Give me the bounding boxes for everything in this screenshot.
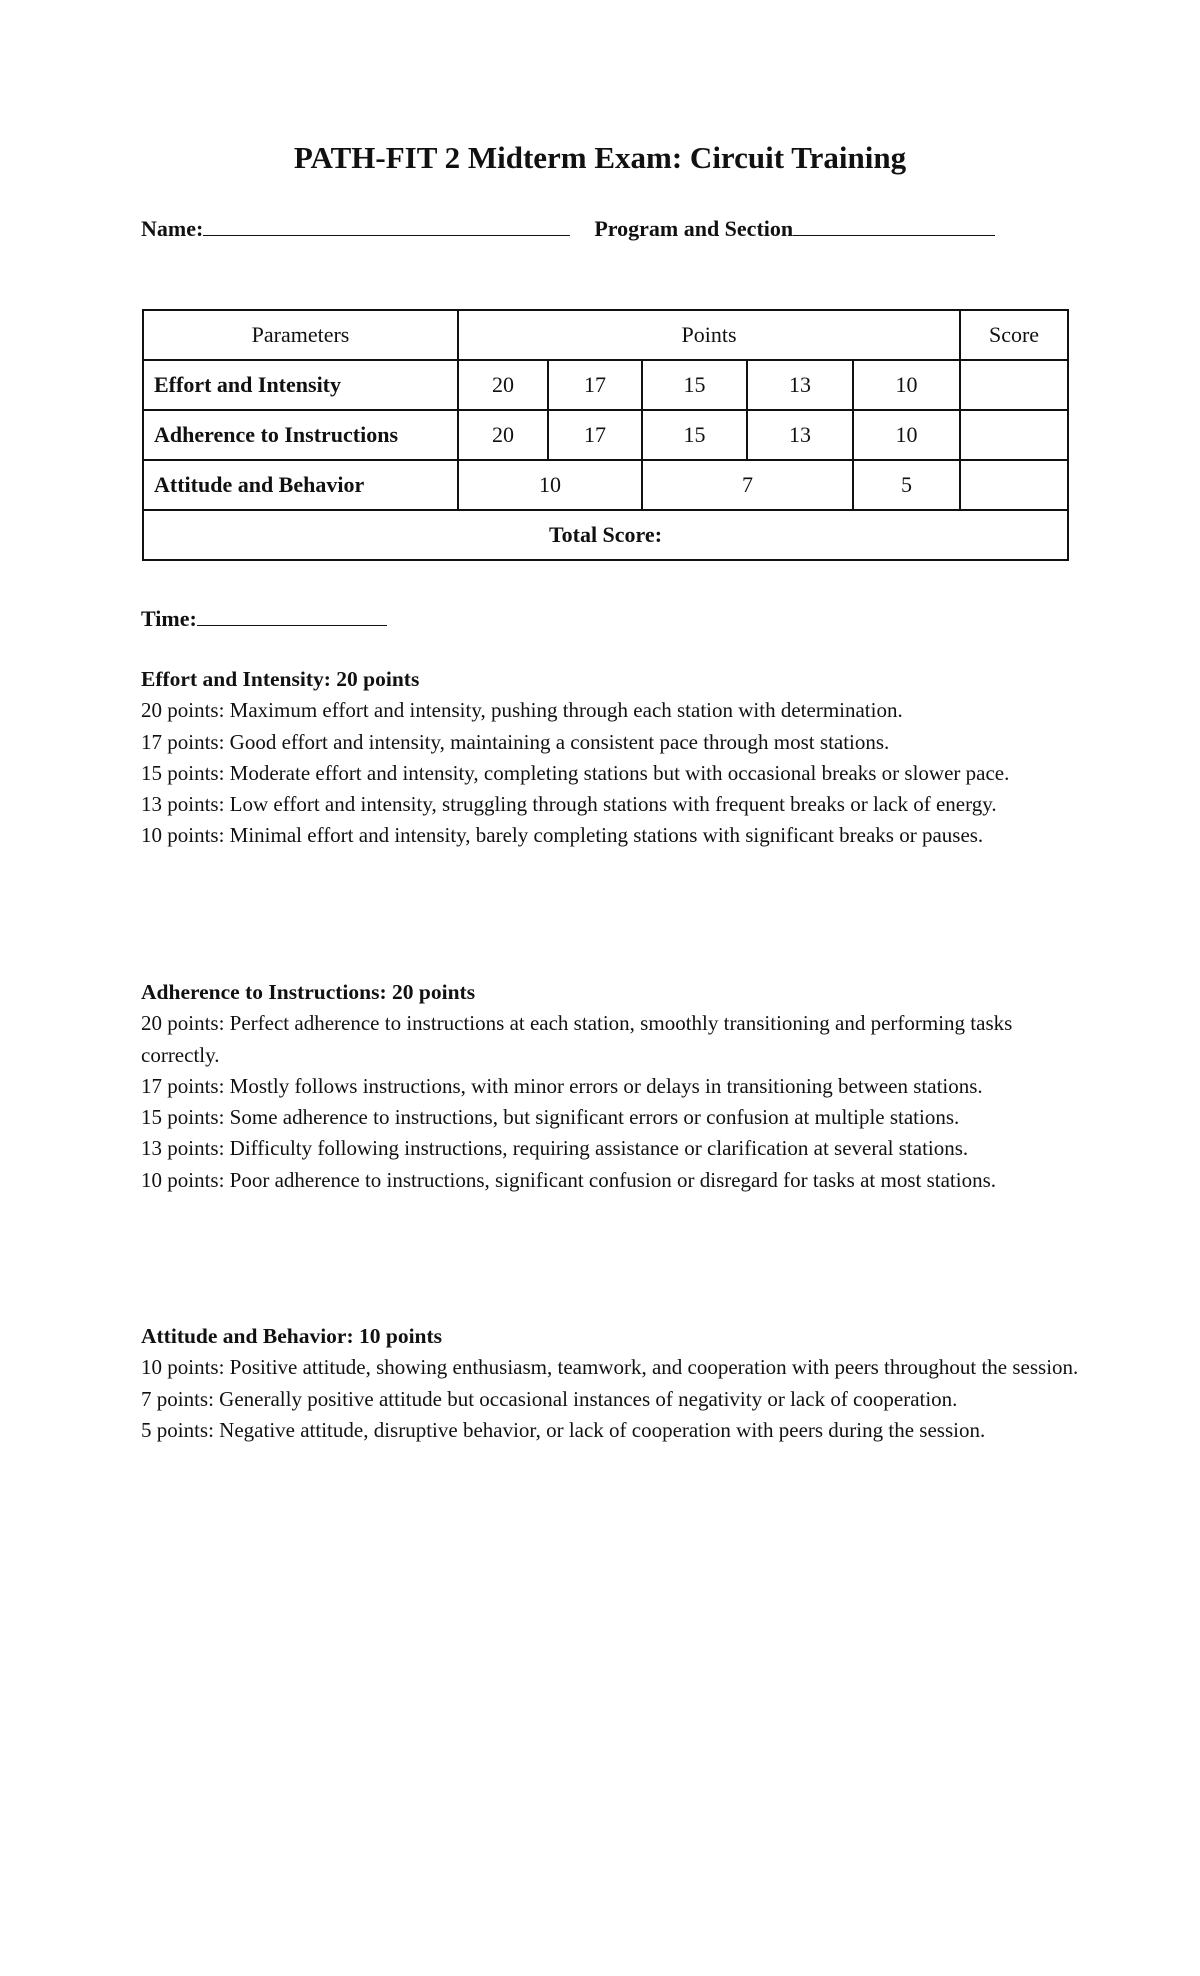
points-cell: 7 [642, 460, 853, 510]
program-section-label: Program and Section [594, 216, 794, 241]
points-cell: 15 [642, 410, 747, 460]
row-label-attitude: Attitude and Behavior [143, 460, 458, 510]
criteria-section-attitude [141, 1321, 1081, 1446]
criteria-item: 17 points: Mostly follows instructions, with minor errors or delays in transitioning between stations. [141, 1073, 983, 1098]
name-blank-line [203, 213, 570, 236]
points-cell: 15 [642, 360, 747, 410]
header-points: Points [458, 310, 960, 360]
criteria-item: 13 points: Difficulty following instructions, requiring assistance or clarification at several stations. [141, 1136, 969, 1161]
criteria-item: 15 points: Moderate effort and intensity, completing stations but with occasional breaks or slower pace. [141, 760, 1010, 785]
section-heading: Effort and Intensity: 20 points [141, 667, 420, 691]
row-label-adherence: Adherence to Instructions [143, 410, 458, 460]
criteria-item: 5 points: Negative attitude, disruptive behavior, or lack of cooperation with peers during the session. [141, 1417, 986, 1442]
program-section-blank-line [793, 213, 995, 236]
criteria-section-effort [141, 664, 1081, 852]
name-label: Name: [141, 216, 204, 241]
points-cell: 20 [458, 360, 548, 410]
table-header-row [143, 310, 1068, 360]
time-blank-line [197, 603, 387, 626]
points-cell: 17 [548, 360, 642, 410]
time-row [141, 603, 387, 634]
score-cell-attitude[interactable] [960, 460, 1068, 510]
table-row [143, 360, 1068, 410]
points-cell: 17 [548, 410, 642, 460]
points-cell: 10 [458, 460, 642, 510]
criteria-item: 20 points: Maximum effort and intensity, pushing through each station with determination. [141, 698, 903, 723]
section-heading: Adherence to Instructions: 20 points [141, 980, 476, 1004]
criteria-item: 15 points: Some adherence to instructions, but significant errors or confusion at multiple stations. [141, 1105, 960, 1130]
section-heading: Attitude and Behavior: 10 points [141, 1324, 443, 1348]
name-program-row [141, 213, 995, 244]
criteria-section-adherence [141, 977, 1081, 1196]
criteria-item: 13 points: Low effort and intensity, struggling through stations with frequent breaks or lack of energy. [141, 792, 997, 817]
time-label: Time: [141, 606, 197, 631]
criteria-item: 7 points: Generally positive attitude but occasional instances of negativity or lack of cooperation. [141, 1386, 958, 1411]
points-cell: 13 [747, 410, 853, 460]
page-title: PATH-FIT 2 Midterm Exam: Circuit Training [293, 140, 907, 175]
score-cell-adherence[interactable] [960, 410, 1068, 460]
score-cell-effort[interactable] [960, 360, 1068, 410]
criteria-item: 10 points: Minimal effort and intensity, barely completing stations with significant breaks or pauses. [141, 823, 984, 848]
points-cell: 5 [853, 460, 960, 510]
table-row [143, 410, 1068, 460]
criteria-item: 10 points: Poor adherence to instructions, significant confusion or disregard for tasks at most stations. [141, 1167, 997, 1192]
criteria-item: 20 points: Perfect adherence to instructions at each station, smoothly transitioning and performing tasks correctly. [141, 1011, 1013, 1067]
points-cell: 10 [853, 360, 960, 410]
points-cell: 20 [458, 410, 548, 460]
criteria-item: 17 points: Good effort and intensity, maintaining a consistent pace through most stations. [141, 729, 890, 754]
criteria-item: 10 points: Positive attitude, showing enthusiasm, teamwork, and cooperation with peers throughout the session. [141, 1355, 1079, 1380]
points-cell: 10 [853, 410, 960, 460]
rubric-table [142, 309, 1069, 561]
header-score: Score [960, 310, 1068, 360]
table-row [143, 460, 1068, 510]
header-parameters: Parameters [143, 310, 458, 360]
points-cell: 13 [747, 360, 853, 410]
table-total-row [143, 510, 1068, 560]
row-label-effort: Effort and Intensity [143, 360, 458, 410]
total-score-label: Total Score: [143, 510, 1068, 560]
